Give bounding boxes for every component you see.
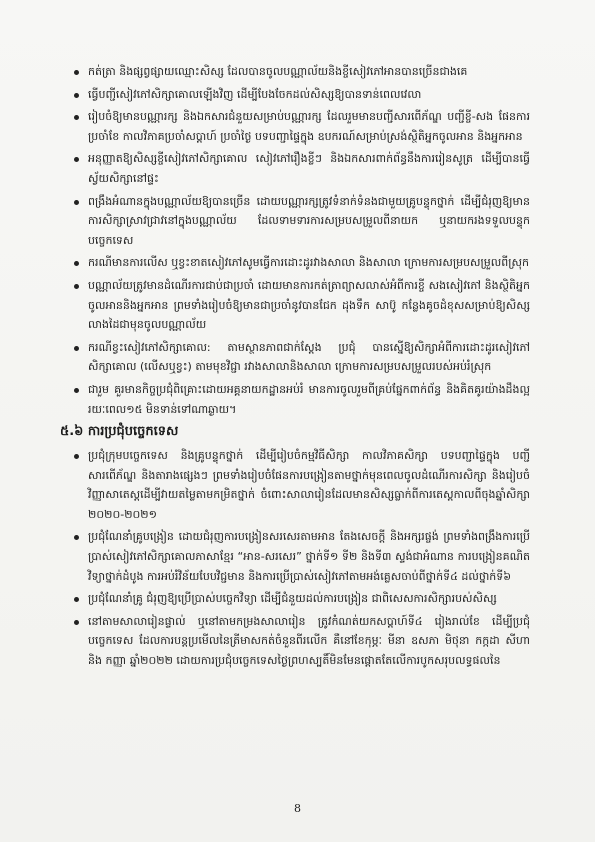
bullet-icon <box>74 284 79 289</box>
list-item <box>60 527 530 586</box>
list-item <box>60 589 530 609</box>
list-item-text: ជារួម គួរមានកិច្ចប្រជុំពិគ្រោះដោយអគ្គនាយកដ្ឋានអប់រំ មានការចូលរួមពីគ្រប់ផ្នែកពាក់ព័ន្ធ និងគិតគូរយ៉ាងដឹងល្អ រយៈពេល១៥ មិនទាន់ទៅណាឆ្ងាយ។ <box>88 382 530 416</box>
list-item-text: ប្រជុំណែនាំគ្រូបង្រៀន ដោយជំរុញការបង្រៀនសរសេរតាមអាន តែងសេចក្តី និងអក្សរផ្ចង់ ព្រមទាំងពង្រឹងការប្រើប្រាស់សៀវភៅសិក្សាគោលភាសាខ្មែរ “អាន-សរសេរ” ថ្នាក់ទី១ ទី២ និងទី៣ ស្ទង់ជាអំណាន ការបង្រៀនគណិតវិទ្យាថ្នាក់ដំបូង ការអប់រំវិន័យបែបវិជ្ជមាន និងការប្រើប្រាស់សៀវភៅតាមអង់គ្លេសចាប់ពីថ្នាក់ទី៤ ដល់ថ្នាក់ទី៦ <box>88 530 530 583</box>
list-item <box>60 612 530 671</box>
list-item <box>60 446 530 524</box>
bullet-icon <box>74 454 79 459</box>
section-heading: ៥.៦ ការប្រជុំបច្ចេកទេស <box>60 424 179 440</box>
bullet-icon <box>74 70 79 75</box>
list-item <box>60 107 530 146</box>
list-item-text: បណ្ណាល័យត្រូវមានដំណើរការជាប់ជាប្រចាំ ដោយមានការកត់ត្រាព្យាសលាស់អំពីការខ្ចី សងសៀវភៅ និងស្ថិតិអ្នកចូលអាននិងអ្នកអាន ព្រមទាំងរៀបចំឱ្យមានជាប្រចាំនូវបានជែក ដុងទឹក សាប៊ូ កន្លែងគូចដំខុសសម្រាប់ឱ្យសិស្សលាងដៃជាមុនចូលបណ្ណាល័យ <box>88 278 530 332</box>
list-item-text: ប្រជុំក្រុមបច្ចេកទេស និងគ្រូបន្ទុកថ្នាក់ ដើម្បីរៀបចំកម្មវិធីសិក្សា កាលវិភាគសិក្សា បទបញ្ជាផ្ទៃក្នុង បញ្ជីសារពើភ័ណ្ឌ និងតារាងផ្សេងៗ ព្រមទាំងរៀបចំផែនការបង្រៀនតាមថ្នាក់មុនពេលចូលដំណើរការសិក្សា និងរៀបចំវិញ្ញាសាតេស្តដើម្បីវាយតម្លៃតាមកម្រិតថ្នាក់ ចំពោះសាលារៀនដែលមានសិស្សធ្លាក់ពីការតេស្តកាលពីចុងឆ្នាំសិក្សា ២០២០-២០២១ <box>88 449 530 521</box>
list-item-text: ធ្វើបញ្ជីសៀវភៅសិក្សាគោលឡើងវិញ ដើម្បីបែងចែកដល់សិស្សឱ្យបានទាន់ពេលវេលា <box>88 87 422 101</box>
list-item <box>60 85 530 105</box>
list-item <box>60 192 530 251</box>
list-item <box>60 380 530 419</box>
bullet-icon <box>74 620 79 625</box>
list-item-text: ករណីខ្វះសៀវភៅសិក្សាគោល: តាមស្ថានភាពជាក់ស្ដែង ប្រជុំ បានស្នើឱ្យសិក្សាអំពីការដោះដូរសៀវភៅសិក្សាគោល (លើសឬខ្វះ) តាមមុខវិជ្ជា រវាងសាលានិងសាលា ក្រោមការសម្របសម្រួលរបស់អប់រំស្រុក <box>88 340 530 374</box>
bullet-list-library <box>60 62 530 419</box>
bullet-icon <box>74 115 79 120</box>
list-item-text: ប្រជុំណែនាំគ្រូ ជំរុញឱ្យប្រើប្រាស់បច្ចេកវិទ្យា ដើម្បីជំនួយដល់ការបង្រៀន ជាពិសេសការសិក្សារបស់សិស្ស <box>88 592 497 606</box>
bullet-icon <box>74 200 79 205</box>
bullet-icon <box>74 346 79 351</box>
list-item-text: កត់ត្រា និងផ្សព្វផ្សាយឈ្មោះសិស្ស ដែលបានចូលបណ្ណាល័យនិងខ្ចីសៀវភៅអានបានច្រើនជាងគេ <box>88 65 468 78</box>
bullet-icon <box>74 93 79 98</box>
bullet-icon <box>74 388 79 393</box>
page-content <box>60 62 530 674</box>
list-item <box>60 149 530 188</box>
bullet-icon <box>74 157 79 162</box>
bullet-list-technical-meeting <box>60 446 530 671</box>
bullet-icon <box>74 535 79 540</box>
bullet-icon <box>74 261 79 266</box>
bullet-icon <box>74 597 79 602</box>
list-item-text: រៀបចំឱ្យមានបណ្ណារក្ស និងឯកសារជំនួយសម្រាប់បណ្ណារក្ស ដែលរួមមានបញ្ជីសារពើភ័ណ្ឌ បញ្ជីខ្ចី-សង ផែនការប្រចាំខែ កាលវិភាគប្រចាំសប្តាហ៍ ប្រចាំថ្ងៃ បទបញ្ជាផ្ទៃក្នុង ឧបករណ៍សម្រាប់ស្រង់ស្ថិតិអ្នកចូលអាន និងអ្នកអាន <box>88 110 530 143</box>
list-item-text: ករណីមានការលើស ឬខ្វះខាតសៀវភៅសូមធ្វើការដោះដូរវាងសាលា និងសាលា ក្រោមការសម្របសម្រួលពីស្រុក <box>88 256 529 270</box>
list-item <box>60 62 530 82</box>
list-item-text: នៅតាមសាលារៀនផ្ទាល់ ឬនៅតាមកម្រងសាលារៀន ត្រូវកំណត់យកសប្តាហ៍ទី៤ រៀងរាល់ខែ ដើម្បីប្រជុំបច្ចេកទេស ដែលការបន្តប្រមើលនៃត្រីមាសកត់ចំនួនពីរលើក គឺនៅខែកុម្ភៈ មីនា ឧសភា មិថុនា កក្កដា សីហា និង កញ្ញា ឆ្នាំ២០២២ ដោយការប្រជុំបច្ចេកទេសថ្ងៃព្រហស្បតិ៍មិនមែនផ្តោតតែលើការបូកសរុបលទ្ធផលនៃ <box>88 614 530 668</box>
list-item-text: ពង្រឹងអំណានក្នុងបណ្ណាល័យឱ្យបានច្រើន ដោយបណ្ណារក្សត្រូវទំនាក់ទំនងជាមួយគ្រូបន្ទុកថ្នាក់ ដើម្បីជំរុញឱ្យមានការសិក្សាស្រាវជ្រាវនៅក្នុងបណ្ណាល័យ ដែលទាមទារការសម្របសម្រួលពីនាយក ឬនាយករងទទួលបន្ទុកបច្ចេកទេស <box>88 194 530 247</box>
list-item <box>60 253 530 273</box>
list-item <box>60 276 530 335</box>
list-item <box>60 338 530 377</box>
list-item-text: អនុញ្ញាតឱ្យសិស្សខ្ចីសៀវភៅសិក្សាគោល សៀវភៅរឿងខ្លីៗ និងឯកសារពាក់ព័ន្ធនឹងការរៀនសូត្រ ដើម្បីបានធ្វើស្វ័យសិក្សានៅផ្ទះ <box>88 152 530 185</box>
page-number: 8 <box>294 802 301 815</box>
